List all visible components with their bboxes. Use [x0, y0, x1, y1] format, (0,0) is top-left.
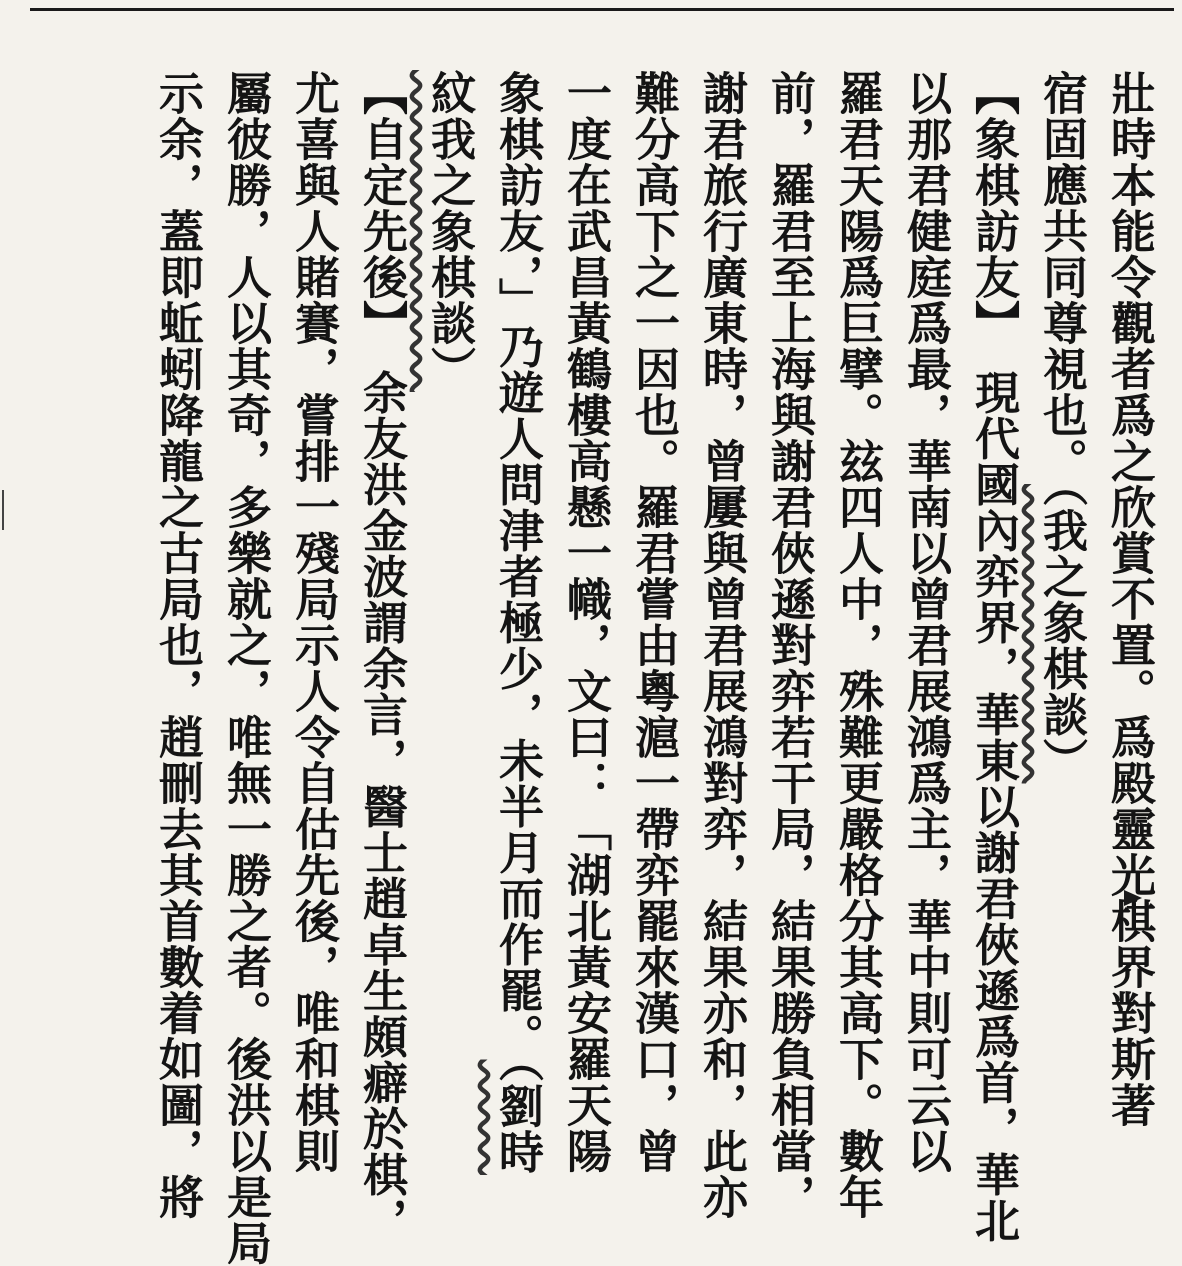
text-column [762, 70, 816, 1220]
column-text: 余友洪金波謂余言，醫士趙卓生頗癖於棋， [355, 323, 408, 1244]
source-citation: （我之象棋談） [1035, 484, 1088, 784]
text-column [218, 70, 272, 1266]
text-column [626, 70, 680, 1174]
column-text: 前，羅君至上海與謝君俠遜對弈若干局，結果勝負相當， [763, 70, 816, 1220]
text-column [422, 70, 476, 392]
column-text: 難分高下之一因也。羅君嘗由粵滬一帶弈罷來漢口，曾 [627, 70, 680, 1174]
column-text: 羅君天陽爲巨擘。玆四人中，殊難更嚴格分其高下。數年 [831, 70, 884, 1220]
column-text: 一度在武昌黃鶴樓高懸一幟，文曰：「湖北黃安羅天陽 [559, 70, 612, 1174]
text-column [286, 70, 340, 1174]
column-text: 壯時本能令觀者爲之欣賞不置。爲殿靈光棋界對斯著 [1103, 70, 1156, 1128]
text-column [898, 70, 952, 1174]
text-column [966, 70, 1020, 1244]
text-column [830, 70, 884, 1220]
text-column [1034, 70, 1088, 784]
text-column [1102, 70, 1156, 1128]
column-text: 謝君旅行廣東時，曾屢與曾君展鴻對弈，結果亦和，此亦 [695, 70, 748, 1220]
column-text: 尤喜與人賭賽，嘗排一殘局示人令自估先後，唯和棋則 [287, 70, 340, 1174]
vertical-text-page [22, 30, 1156, 1266]
source-citation: （劉時 [491, 1059, 544, 1175]
text-column [558, 70, 612, 1174]
column-text: 象棋訪友，」乃遊人問津者極少，未半月而作罷。 [491, 70, 544, 1060]
column-text: 宿固應共同尊視也。 [1035, 70, 1088, 484]
column-text: 屬彼勝，人以其奇，多樂就之，唯無一勝之者。後洪以是局 [219, 70, 272, 1266]
source-citation: 紋我之象棋談） [423, 70, 476, 392]
left-edge-mark [2, 490, 10, 530]
text-column [354, 70, 408, 1244]
next-page-arrow-icon [1124, 890, 1142, 906]
section-heading: 【象棋訪友】 [967, 70, 1020, 324]
column-text: 以那君健庭爲最，華南以曾君展鴻爲主，華中則可云以 [899, 70, 952, 1174]
text-column [150, 70, 204, 1220]
text-column [490, 70, 544, 1175]
top-rule [30, 8, 1174, 11]
column-text: 示余，蓋即蚯蚓降龍之古局也，趙刪去其首數着如圖，將 [151, 70, 204, 1220]
column-text: 現代國內弈界，華東以謝君俠遜爲首，華北 [967, 323, 1020, 1244]
text-column [694, 70, 748, 1220]
section-heading: 【自定先後】 [355, 70, 408, 324]
